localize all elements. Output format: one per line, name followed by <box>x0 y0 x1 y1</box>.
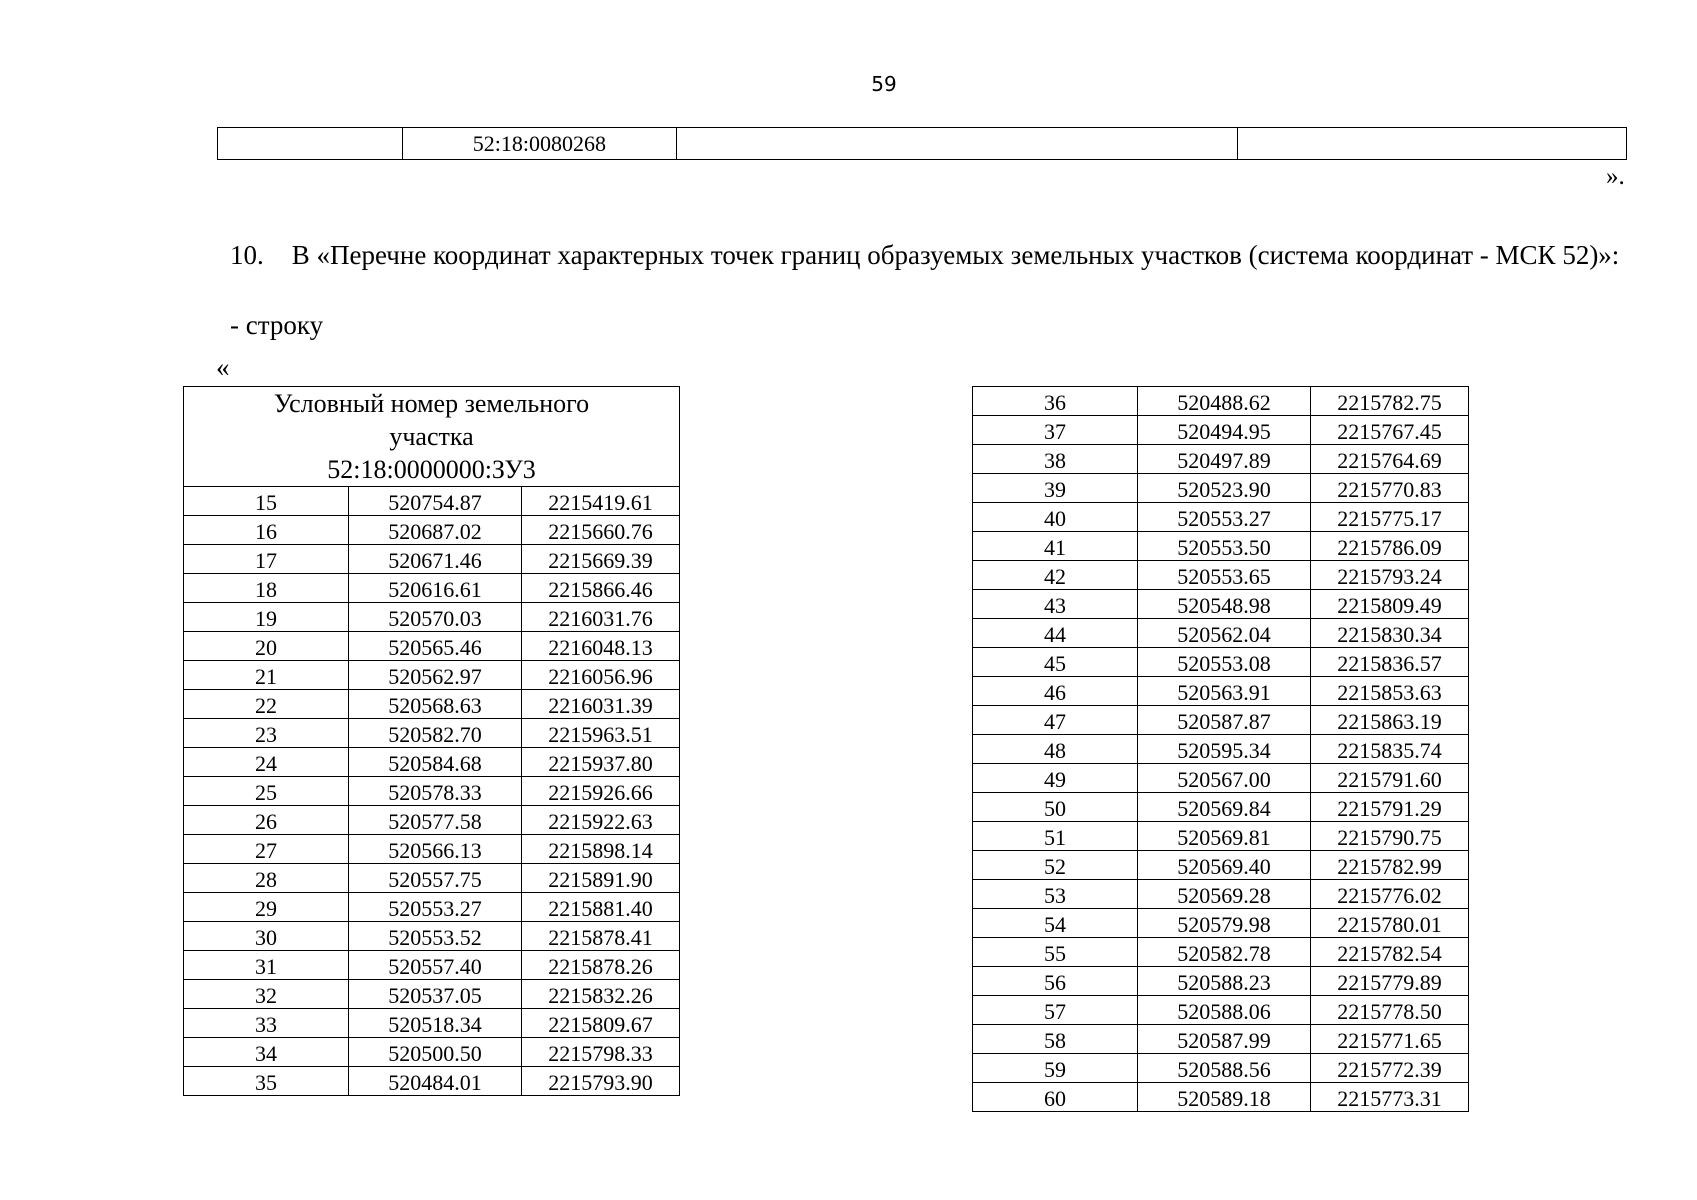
point-number: 50 <box>973 793 1138 822</box>
table-cell <box>218 128 403 160</box>
point-number: 57 <box>973 996 1138 1025</box>
coord-y: 2216031.39 <box>522 690 680 719</box>
table-row <box>184 690 680 719</box>
point-number: 58 <box>973 1025 1138 1054</box>
point-number: 16 <box>184 516 349 545</box>
table-row <box>973 909 1469 938</box>
table-row <box>973 793 1469 822</box>
header-line-2: участка <box>389 422 474 451</box>
coord-y: 2215669.39 <box>522 545 680 574</box>
point-number: 31 <box>184 951 349 980</box>
point-number: 34 <box>184 1038 349 1067</box>
table-row <box>184 806 680 835</box>
coord-y: 2215782.54 <box>1311 938 1469 967</box>
coord-x: 520587.87 <box>1138 706 1311 735</box>
point-number: 44 <box>973 619 1138 648</box>
paragraph-number: 10. <box>230 240 264 270</box>
table-row <box>973 648 1469 677</box>
table-row <box>184 545 680 574</box>
coord-x: 520563.91 <box>1138 677 1311 706</box>
coord-y: 2215891.90 <box>522 864 680 893</box>
coord-x: 520562.97 <box>349 661 522 690</box>
table-row <box>973 822 1469 851</box>
table-row <box>973 474 1469 503</box>
point-number: 21 <box>184 661 349 690</box>
coordinates-table-right <box>972 386 1469 1112</box>
coord-x: 520588.56 <box>1138 1054 1311 1083</box>
coord-x: 520569.81 <box>1138 822 1311 851</box>
coord-y: 2215898.14 <box>522 835 680 864</box>
coord-y: 2215836.57 <box>1311 648 1469 677</box>
table-row <box>184 835 680 864</box>
point-number: 59 <box>973 1054 1138 1083</box>
coord-y: 2215926.66 <box>522 777 680 806</box>
coord-x: 520557.75 <box>349 864 522 893</box>
coord-x: 520494.95 <box>1138 416 1311 445</box>
coord-x: 520588.23 <box>1138 967 1311 996</box>
table-row <box>973 677 1469 706</box>
table-cell <box>677 128 1238 160</box>
coord-x: 520500.50 <box>349 1038 522 1067</box>
point-number: 56 <box>973 967 1138 996</box>
table-row <box>184 487 680 516</box>
table-row <box>973 445 1469 474</box>
coord-x: 520553.08 <box>1138 648 1311 677</box>
table-row <box>973 764 1469 793</box>
point-number: 17 <box>184 545 349 574</box>
coord-y: 2215764.69 <box>1311 445 1469 474</box>
table-row <box>184 777 680 806</box>
point-number: 36 <box>973 387 1138 416</box>
table-row <box>973 619 1469 648</box>
table-row <box>184 661 680 690</box>
point-number: 28 <box>184 864 349 893</box>
coord-x: 520553.52 <box>349 922 522 951</box>
point-number: 40 <box>973 503 1138 532</box>
coord-x: 520578.33 <box>349 777 522 806</box>
coord-x: 520754.87 <box>349 487 522 516</box>
table-row <box>973 1083 1469 1112</box>
coord-x: 520553.27 <box>349 893 522 922</box>
coord-y: 2215798.33 <box>522 1038 680 1067</box>
coord-x: 520553.65 <box>1138 561 1311 590</box>
table-row <box>973 1054 1469 1083</box>
coord-x: 520553.50 <box>1138 532 1311 561</box>
table-row <box>184 980 680 1009</box>
point-number: 20 <box>184 632 349 661</box>
coord-y: 2216056.96 <box>522 661 680 690</box>
page-number: 59 <box>871 72 897 96</box>
coord-x: 520565.46 <box>349 632 522 661</box>
coord-y: 2215832.26 <box>522 980 680 1009</box>
coord-y: 2215776.02 <box>1311 880 1469 909</box>
header-line-3: 52:18:0000000:ЗУ3 <box>327 455 536 484</box>
point-number: 18 <box>184 574 349 603</box>
table-row <box>184 1067 680 1096</box>
table-row <box>973 590 1469 619</box>
table-row <box>184 893 680 922</box>
coord-x: 520518.34 <box>349 1009 522 1038</box>
table-row <box>184 574 680 603</box>
coord-x: 520488.62 <box>1138 387 1311 416</box>
coord-y: 2215878.41 <box>522 922 680 951</box>
coord-y: 2215782.75 <box>1311 387 1469 416</box>
point-number: 15 <box>184 487 349 516</box>
table-row <box>218 128 1627 160</box>
table-cell <box>1237 128 1626 160</box>
point-number: 19 <box>184 603 349 632</box>
coord-y: 2215779.89 <box>1311 967 1469 996</box>
coord-x: 520557.40 <box>349 951 522 980</box>
coord-y: 2215863.19 <box>1311 706 1469 735</box>
coord-x: 520582.70 <box>349 719 522 748</box>
coord-x: 520566.13 <box>349 835 522 864</box>
coord-y: 2215878.26 <box>522 951 680 980</box>
coord-y: 2215780.01 <box>1311 909 1469 938</box>
header-line-1: Условный номер земельного <box>273 389 590 418</box>
coord-y: 2215770.83 <box>1311 474 1469 503</box>
table-row <box>973 1025 1469 1054</box>
coord-x: 520567.00 <box>1138 764 1311 793</box>
coord-y: 2215866.46 <box>522 574 680 603</box>
coord-y: 2215660.76 <box>522 516 680 545</box>
table-row <box>184 864 680 893</box>
coord-y: 2216031.76 <box>522 603 680 632</box>
point-number: 52 <box>973 851 1138 880</box>
coord-x: 520587.99 <box>1138 1025 1311 1054</box>
coord-x: 520497.89 <box>1138 445 1311 474</box>
table-header <box>184 387 680 487</box>
point-number: 33 <box>184 1009 349 1038</box>
table-row <box>973 503 1469 532</box>
table-row <box>184 1009 680 1038</box>
table-row <box>973 967 1469 996</box>
coord-x: 520582.78 <box>1138 938 1311 967</box>
coord-x: 520570.03 <box>349 603 522 632</box>
table-row <box>184 719 680 748</box>
coord-y: 2216048.13 <box>522 632 680 661</box>
table-cell-code: 52:18:0080268 <box>402 128 677 160</box>
coord-x: 520484.01 <box>349 1067 522 1096</box>
table-row <box>973 532 1469 561</box>
coord-x: 520553.27 <box>1138 503 1311 532</box>
coord-x: 520577.58 <box>349 806 522 835</box>
coord-y: 2215773.31 <box>1311 1083 1469 1112</box>
point-number: 47 <box>973 706 1138 735</box>
coord-y: 2215419.61 <box>522 487 680 516</box>
table-row <box>973 851 1469 880</box>
coord-x: 520671.46 <box>349 545 522 574</box>
table-row <box>973 996 1469 1025</box>
table-row <box>184 951 680 980</box>
point-number: 25 <box>184 777 349 806</box>
point-number: 42 <box>973 561 1138 590</box>
coord-y: 2215782.99 <box>1311 851 1469 880</box>
top-table <box>217 127 1627 160</box>
point-number: 51 <box>973 822 1138 851</box>
table-row <box>184 1038 680 1067</box>
coord-y: 2215767.45 <box>1311 416 1469 445</box>
point-number: 54 <box>973 909 1138 938</box>
table-row <box>973 706 1469 735</box>
coord-y: 2215778.50 <box>1311 996 1469 1025</box>
point-number: 23 <box>184 719 349 748</box>
table-row <box>184 603 680 632</box>
table-row <box>184 748 680 777</box>
paragraph-text: В «Перечне координат характерных точек границ образуемых земельных участков (система координат - МСК 52)»: <box>291 240 1620 270</box>
coord-x: 520568.63 <box>349 690 522 719</box>
point-number: 53 <box>973 880 1138 909</box>
point-number: 38 <box>973 445 1138 474</box>
coord-y: 2215772.39 <box>1311 1054 1469 1083</box>
coord-y: 2215771.65 <box>1311 1025 1469 1054</box>
coord-y: 2215809.67 <box>522 1009 680 1038</box>
coord-y: 2215853.63 <box>1311 677 1469 706</box>
paragraph-10 <box>144 236 1628 275</box>
point-number: 22 <box>184 690 349 719</box>
coord-x: 520569.40 <box>1138 851 1311 880</box>
coord-x: 520588.06 <box>1138 996 1311 1025</box>
coord-x: 520569.28 <box>1138 880 1311 909</box>
table-row <box>973 938 1469 967</box>
table-row <box>184 516 680 545</box>
coord-x: 520584.68 <box>349 748 522 777</box>
point-number: 45 <box>973 648 1138 677</box>
point-number: 41 <box>973 532 1138 561</box>
point-number: 29 <box>184 893 349 922</box>
point-number: 24 <box>184 748 349 777</box>
point-number: 30 <box>184 922 349 951</box>
coord-y: 2215922.63 <box>522 806 680 835</box>
table-row <box>973 387 1469 416</box>
coord-y: 2215881.40 <box>522 893 680 922</box>
point-number: 43 <box>973 590 1138 619</box>
point-number: 27 <box>184 835 349 864</box>
table-row <box>973 561 1469 590</box>
coord-x: 520589.18 <box>1138 1083 1311 1112</box>
coord-y: 2215835.74 <box>1311 735 1469 764</box>
table-row <box>973 416 1469 445</box>
coord-y: 2215963.51 <box>522 719 680 748</box>
point-number: 49 <box>973 764 1138 793</box>
coord-x: 520548.98 <box>1138 590 1311 619</box>
coord-x: 520687.02 <box>349 516 522 545</box>
coord-x: 520616.61 <box>349 574 522 603</box>
coord-x: 520595.34 <box>1138 735 1311 764</box>
coord-x: 520523.90 <box>1138 474 1311 503</box>
coord-x: 520537.05 <box>349 980 522 1009</box>
coord-y: 2215809.49 <box>1311 590 1469 619</box>
coord-y: 2215786.09 <box>1311 532 1469 561</box>
coordinates-table-left <box>183 386 680 1096</box>
point-number: 48 <box>973 735 1138 764</box>
coord-y: 2215791.60 <box>1311 764 1469 793</box>
table-header-row <box>184 387 680 487</box>
point-number: 32 <box>184 980 349 1009</box>
table-row <box>973 880 1469 909</box>
line-stroku: - строку <box>230 310 324 340</box>
coord-y: 2215937.80 <box>522 748 680 777</box>
coord-x: 520562.04 <box>1138 619 1311 648</box>
point-number: 39 <box>973 474 1138 503</box>
coord-y: 2215791.29 <box>1311 793 1469 822</box>
point-number: 55 <box>973 938 1138 967</box>
point-number: 37 <box>973 416 1138 445</box>
table-row <box>973 735 1469 764</box>
opening-quote: « <box>216 352 230 382</box>
table-row <box>184 632 680 661</box>
point-number: 46 <box>973 677 1138 706</box>
point-number: 35 <box>184 1067 349 1096</box>
point-number: 26 <box>184 806 349 835</box>
coord-y: 2215775.17 <box>1311 503 1469 532</box>
coord-y: 2215793.90 <box>522 1067 680 1096</box>
coord-y: 2215830.34 <box>1311 619 1469 648</box>
coord-y: 2215790.75 <box>1311 822 1469 851</box>
closing-quote: ». <box>1606 163 1625 190</box>
coord-x: 520569.84 <box>1138 793 1311 822</box>
coord-x: 520579.98 <box>1138 909 1311 938</box>
point-number: 60 <box>973 1083 1138 1112</box>
coord-y: 2215793.24 <box>1311 561 1469 590</box>
table-row <box>184 922 680 951</box>
